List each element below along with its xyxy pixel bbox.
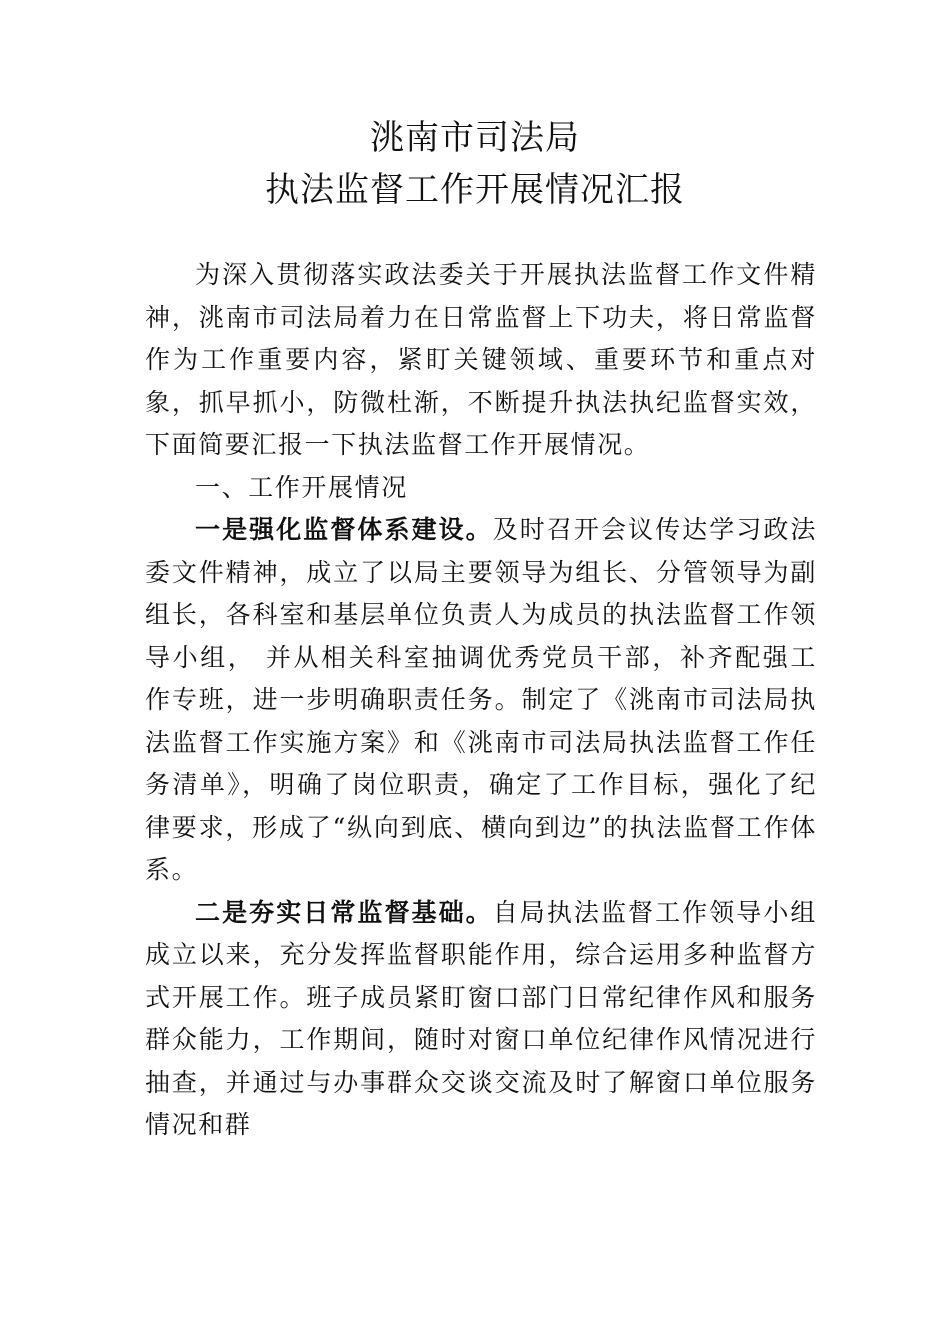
- item-2-paragraph: [145, 892, 817, 1147]
- document-body: [145, 254, 817, 1147]
- section-heading: 一、工作开展情况: [195, 472, 408, 502]
- intro-paragraph: 为深入贯彻落实政法委关于开展执法监督工作文件精神，洮南市司法局着力在日常监督上下功夫，将日常监督作为工作重要内容，紧盯关键领域、重要环节和重点对象，抓早抓小，防微杜渐，不断提升执法执纪监督实效，下面简要汇报一下执法监督工作开展情况。: [145, 260, 817, 459]
- item-2-body: 自局执法监督工作领导小组成立以来，充分发挥监督职能作用，综合运用多种监督方式开展工作。班子成员紧盯窗口部门日常纪律作风和服务群众能力，工作期间，随时对窗口单位纪律作风情况进行抽查，并通过与办事群众交谈交流及时了解窗口单位服务情况和群: [145, 897, 817, 1139]
- item-1-lead: 一是强化监督体系建设。: [195, 515, 493, 544]
- item-2-lead: 二是夯实日常监督基础。: [195, 897, 493, 927]
- title-line-1: 洮南市司法局: [370, 118, 580, 158]
- item-1-paragraph: [145, 509, 817, 892]
- document-title: [0, 112, 950, 216]
- item-1-body: 及时召开会议传达学习政法委文件精神，成立了以局主要领导为组长、分管领导为副组长，各科室和基层单位负责人为成员的执法监督工作领导小组， 并从相关科室抽调优秀党员干部，补齐配强工作专班，进一步明确职责任务。制定了《洮南市司法局执法监督工作实施方案》和《洮南市司法局执法监督工作任务清单》，明确了岗位职责，确定了工作目标，强化了纪律要求，形成了“纵向到底、横向到边”的执法监督工作体系。: [145, 515, 817, 884]
- title-line-2: 执法监督工作开展情况汇报: [265, 170, 685, 210]
